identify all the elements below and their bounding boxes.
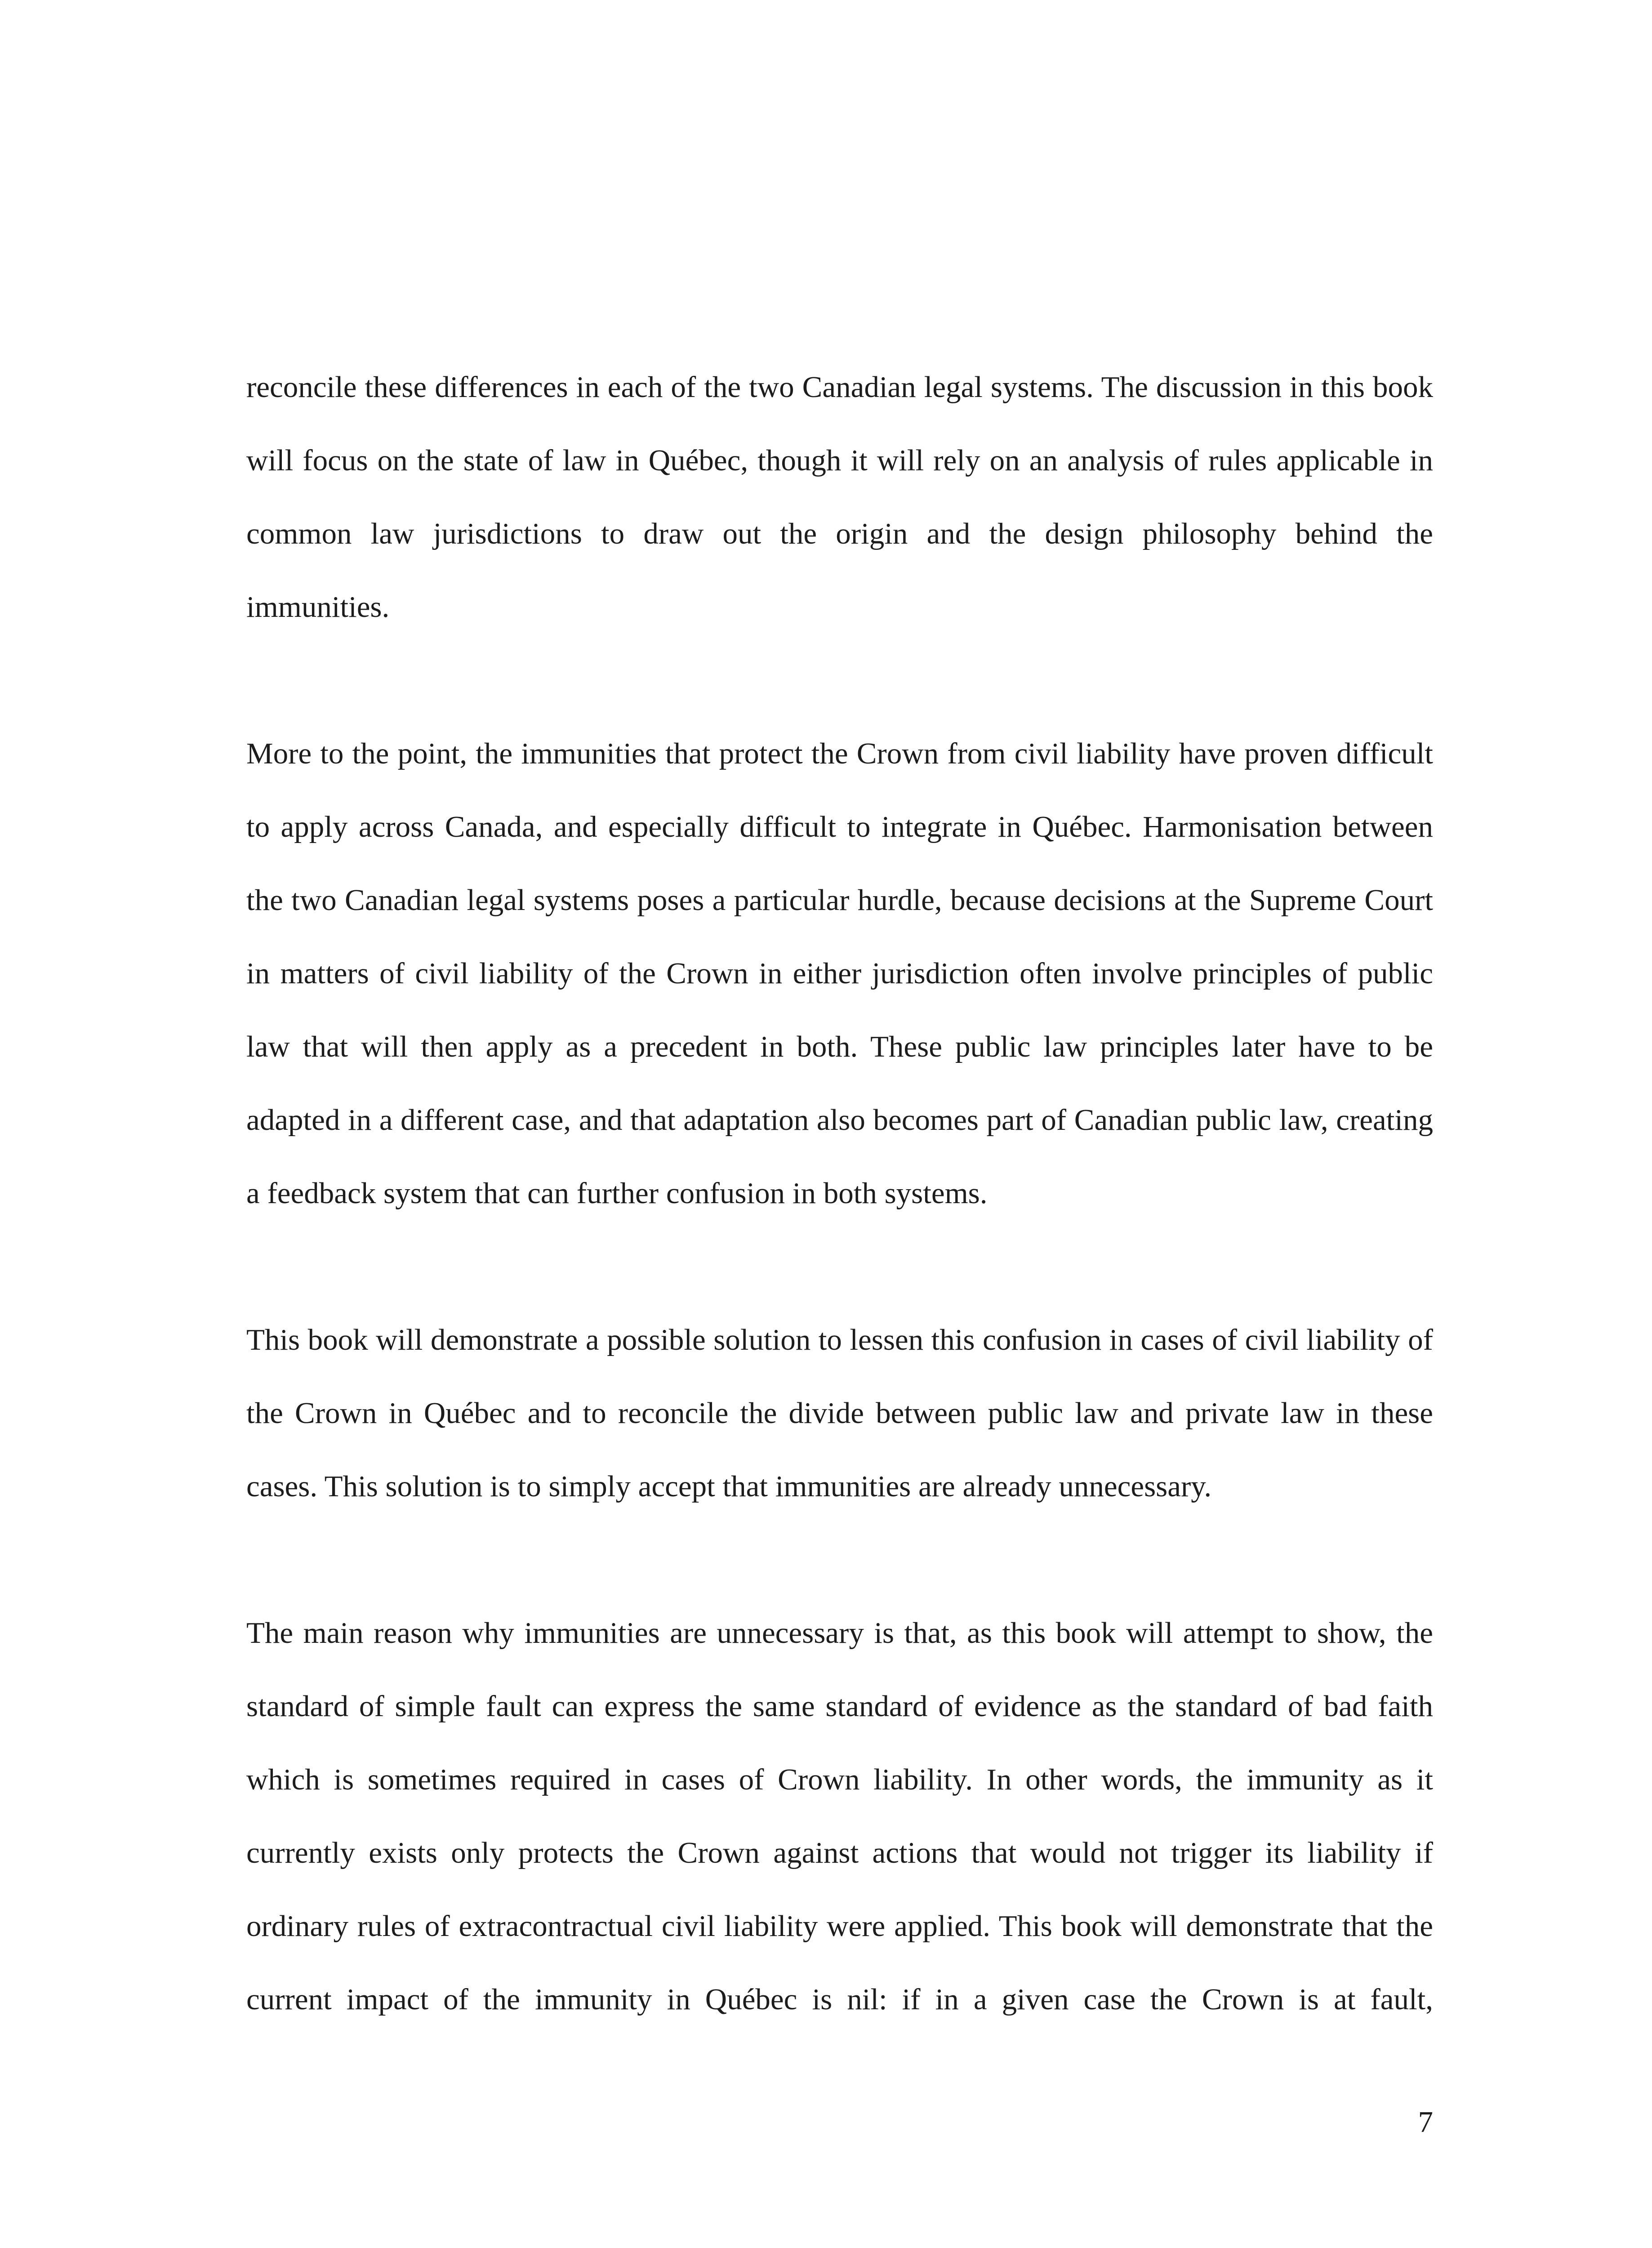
page-number: 7	[1418, 2105, 1433, 2139]
paragraph-1: reconcile these differences in each of the two Canadian legal systems. The discussion in this book will focus on the state of law in Québec, though it will rely on an analysis of rules applicable in common law jurisdictions to draw out the origin and the design philosophy behind the immunities.	[246, 370, 1433, 624]
paragraph-4: The main reason why immunities are unnecessary is that, as this book will attempt to show, the standard of simple fault can express the same standard of evidence as the standard of bad faith which is sometimes required in cases of Crown liability. In other words, the immunity as it currently exists only protects the Crown against actions that would not trigger its liability if ordinary rules of extracontractual civil liability were applied. This book will demonstrate that the current impact of the immunity in Québec is nil: if in a given case the Crown is at fault,	[246, 1616, 1433, 2016]
paragraph-3: This book will demonstrate a possible solution to lessen this confusion in cases of civil liability of the Crown in Québec and to reconcile the divide between public law and private law in these cases. This solution is to simply accept that immunities are already unnecessary.	[246, 1323, 1433, 1503]
paragraph-2: More to the point, the immunities that protect the Crown from civil liability have proven difficult to apply across Canada, and especially difficult to integrate in Québec. Harmonisation between the two Canadian legal systems poses a particular hurdle, because decisions at the Supreme Court in matters of civil liability of the Crown in either jurisdiction often involve principles of public law that will then apply as a precedent in both. These public law principles later have to be adapted in a different case, and that adaptation also becomes part of Canadian public law, creating a feedback system that can further confusion in both systems.	[246, 737, 1433, 1210]
body-text	[246, 351, 1433, 2036]
